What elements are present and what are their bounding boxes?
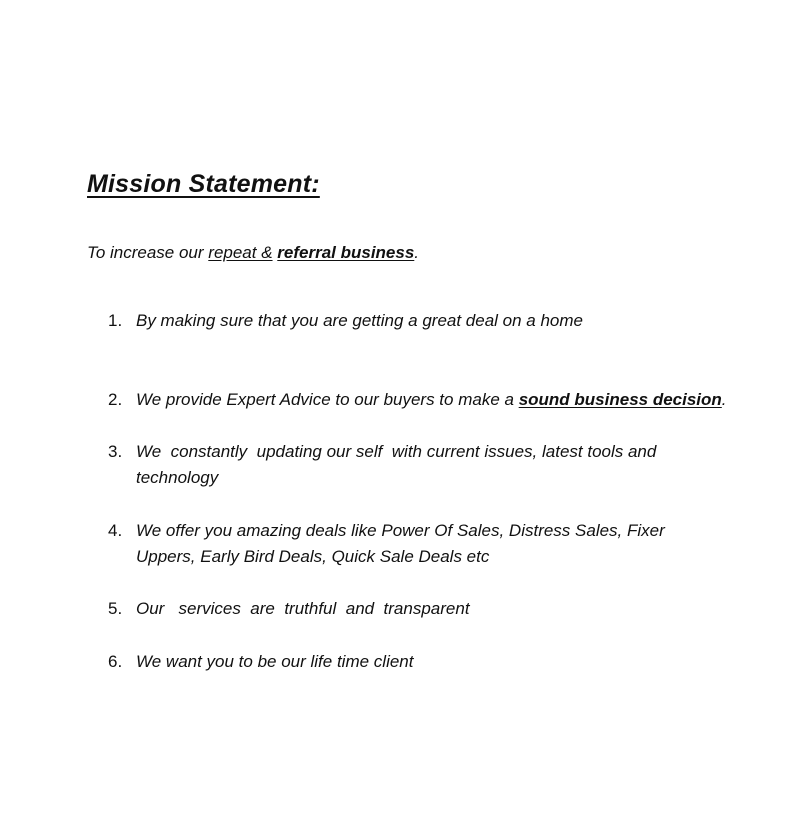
list-item-number: 3. <box>108 442 123 461</box>
list-item-text: By making sure that you are getting a great deal on a home <box>136 311 583 330</box>
list-item-text-emphasis: sound business decision <box>518 390 722 409</box>
list-item <box>108 596 728 622</box>
list-item <box>108 518 668 570</box>
list-item-text-prefix: We provide Expert Advice to our buyers to make a <box>136 390 519 409</box>
list-item-number: 6. <box>108 652 123 671</box>
list-item-text: We want you to be our life time client <box>136 652 414 671</box>
intro-line <box>87 243 419 263</box>
list-item-number: 2. <box>108 390 123 409</box>
list-item-number: 4. <box>108 521 123 540</box>
page-title: Mission Statement: <box>87 170 320 198</box>
list-item-text-suffix: . <box>721 390 727 409</box>
list-item-text: Our services are truthful and transparent <box>136 599 470 618</box>
list-item-number: 1. <box>108 311 123 330</box>
intro-suffix: . <box>414 243 420 262</box>
list-item <box>108 649 728 675</box>
intro-referral-business: referral business <box>277 243 415 262</box>
list-item-text <box>136 387 728 413</box>
intro-repeat: repeat & <box>208 243 273 262</box>
list-item <box>108 308 728 334</box>
list-item <box>108 387 728 413</box>
list-item <box>108 439 668 491</box>
list-item-text: We constantly updating our self with current issues, latest tools and technology <box>136 442 662 487</box>
list-item-number: 5. <box>108 599 123 618</box>
list-item-text: We offer you amazing deals like Power Of Sales, Distress Sales, Fixer Uppers, Early Bird Deals, Quick Sale Deals etc <box>136 521 670 566</box>
intro-prefix: To increase our <box>87 243 209 262</box>
